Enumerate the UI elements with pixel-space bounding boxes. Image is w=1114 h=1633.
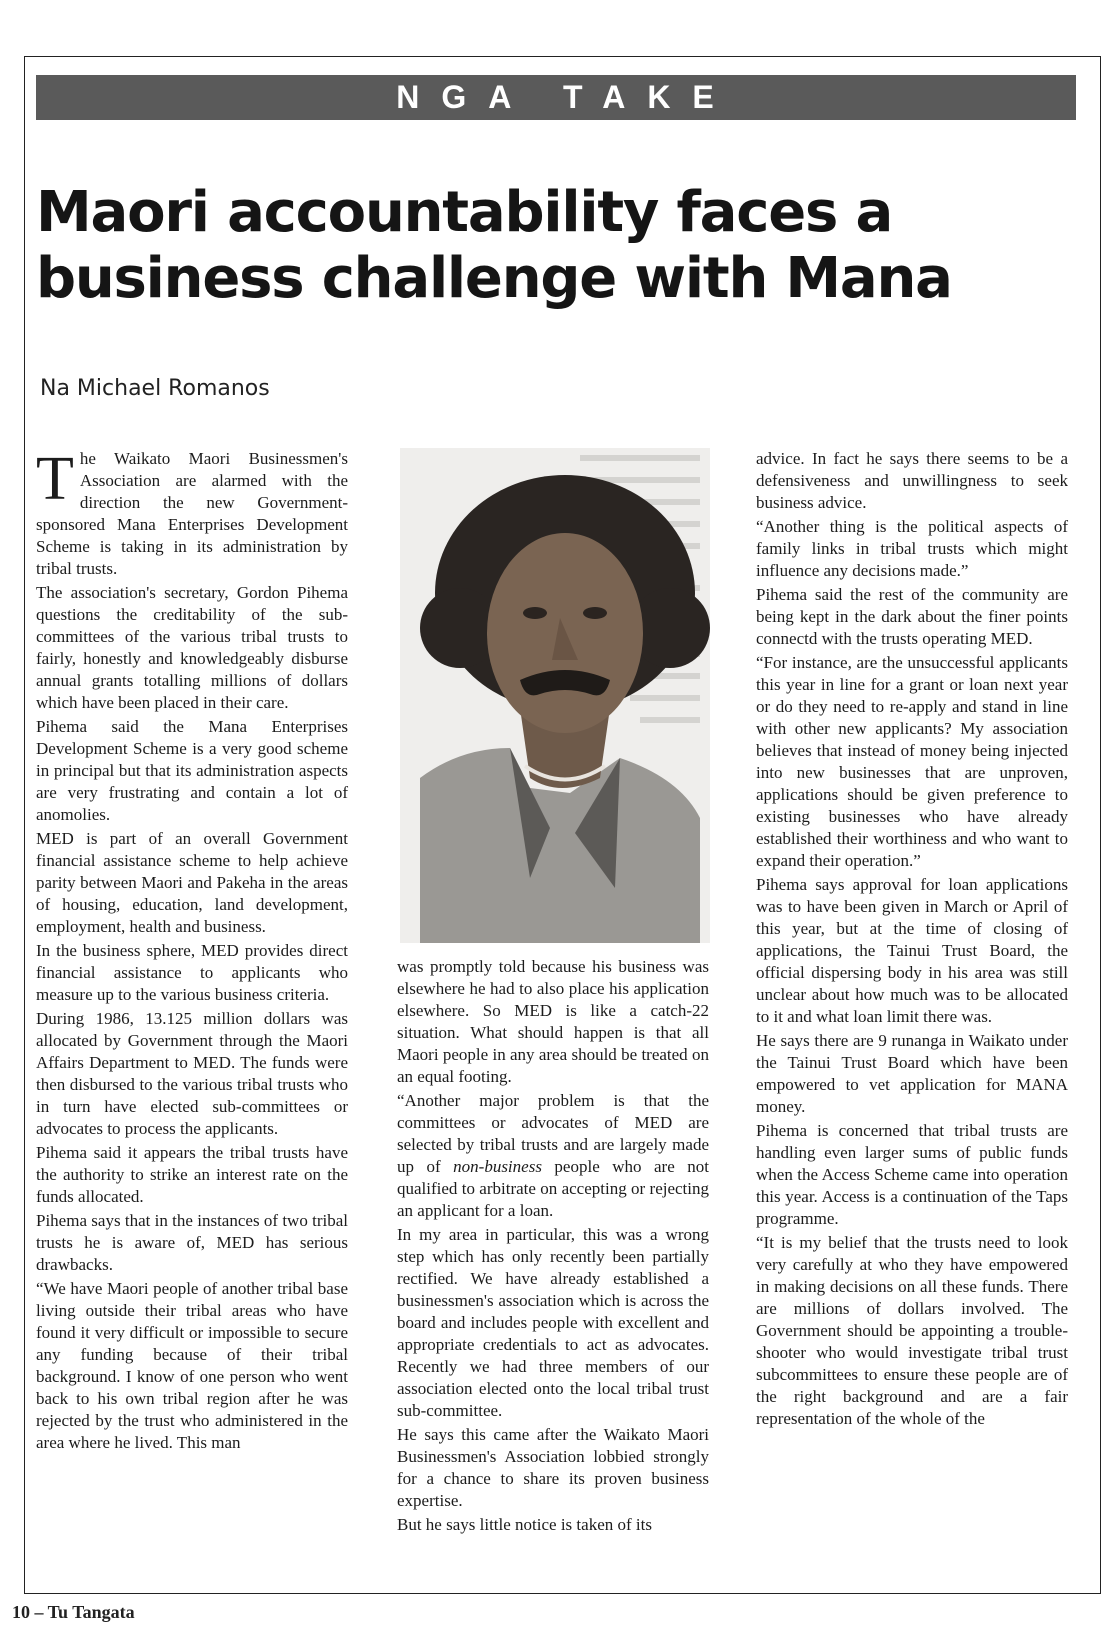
paragraph: Pihema said the rest of the community are being kept in the dark about the finer points connectd with the trusts operating MED. [756,585,1068,648]
paragraph: “We have Maori people of another tribal base living outside their tribal areas who have found it very difficult or impossible to secure any funding because of their tribal background. I know of one person who went back to his own tribal region after he was rejected by the trust who administered in the area where he lived. This man [36,1279,348,1452]
column-3 [756,448,1068,1432]
portrait-illustration [400,448,710,943]
paragraph: “For instance, are the unsuccessful applicants this year in line for a grant or loan next year or do they need to re-apply and stand in line with other new applicants? My association believes that instead of money being injected into new businesses that are unproven, applications should be given preference to existing businesses who have already established their worthiness and who want to expand their operation.” [756,653,1068,870]
byline: Na Michael Romanos [40,376,270,401]
section-banner: NGA TAKE [36,75,1076,120]
paragraph: But he says little notice is taken of its [397,1515,652,1534]
paragraph: Pihema is concerned that tribal trusts are handling even larger sums of public funds when the Access Scheme came into operation this year. Access is a continuation of the Taps programme. [756,1121,1068,1228]
drop-cap: T [36,445,74,513]
emphasis-text: non-business [453,1157,542,1176]
paragraph: The association's secretary, Gordon Pihema questions the creditability of the sub-committees of the various tribal trusts to fairly, honestly and knowledgeably disburse annual grants totalling millions of dollars which have been placed in their care. [36,583,348,712]
column-1 [36,445,348,1456]
paragraph: Pihema says approval for loan applications was to have been given in March or April of this year, but at the time of closing of applications, the Tainui Trust Board, the official dispersing body in his area was still unclear about how much was to be allocated to it and what loan limit there was. [756,875,1068,1026]
paragraph: MED is part of an overall Government financial assistance scheme to help achieve parity between Maori and Pakeha in the areas of housing, education, land development, employment, health and business. [36,829,348,936]
paragraph: He says this came after the Waikato Maori Businessmen's Association lobbied strongly for a chance to share its proven business expertise. [397,1425,709,1510]
paragraph: In the business sphere, MED provides direct financial assistance to applicants who measure up to the various business criteria. [36,941,348,1004]
paragraph: In my area in particular, this was a wrong step which has only recently been partially rectified. We have already established a businessmen's association which is across the board and includes people with excellent and appropriate credentials to act as advocates. Recently we had three members of our association elected onto the local tribal trust sub-committee. [397,1225,709,1420]
headline: Maori accountability faces a business challenge with Mana [36,180,952,311]
paragraph: was promptly told because his business was elsewhere he had to also place his application elsewhere. So MED is like a catch-22 situation. What should happen is that all Maori people in any area should be treated on an equal footing. [397,957,709,1086]
column-2 [397,956,709,1538]
paragraph: During 1986, 13.125 million dollars was allocated by Government through the Maori Affairs Department to MED. The funds were then disbursed to the various tribal trusts who in turn have elected sub-committees or advocates to process the applicants. [36,1009,348,1138]
paragraph: “Another thing is the political aspects of family links in tribal trusts which might influence any decisions made.” [756,517,1068,580]
paragraph: Pihema said the Mana Enterprises Development Scheme is a very good scheme in principal but that its administration aspects are very frustrating and contain a lot of anomolies. [36,717,348,824]
page-footer: 10 – Tu Tangata [12,1602,135,1622]
paragraph: Pihema says that in the instances of two tribal trusts he is aware of, MED has serious drawbacks. [36,1211,348,1274]
paragraph: “It is my belief that the trusts need to look very carefully at who they have empowered in making decisions on all these funds. There are millions of dollars involved. The Government should be appointing a trouble-shooter who would investigate tribal trust subcommittees to ensure these people are of the right background and are a fair representation of the whole of the [756,1233,1068,1428]
paragraph: He says there are 9 runanga in Waikato under the Tainui Trust Board which have been empowered to vet application for MANA money. [756,1031,1068,1116]
paragraph: The Waikato Maori Businessmen's Association are alarmed with the direction the new Government-sponsored Mana Enterprises Development Scheme is taking in its administration by tribal trusts. [36,445,348,578]
portrait-photo [400,448,710,943]
paragraph: Pihema said it appears the tribal trusts have the authority to strike an interest rate on the funds allocated. [36,1143,348,1206]
paragraph: “Another major problem is that the committees or advocates of MED are selected by tribal trusts and are largely made up of non-business people who are not qualified to arbitrate on accepting or rejecting an applicant for a loan. [397,1091,709,1220]
paragraph: advice. In fact he says there seems to be a defensiveness and unwillingness to seek business advice. [756,449,1068,512]
